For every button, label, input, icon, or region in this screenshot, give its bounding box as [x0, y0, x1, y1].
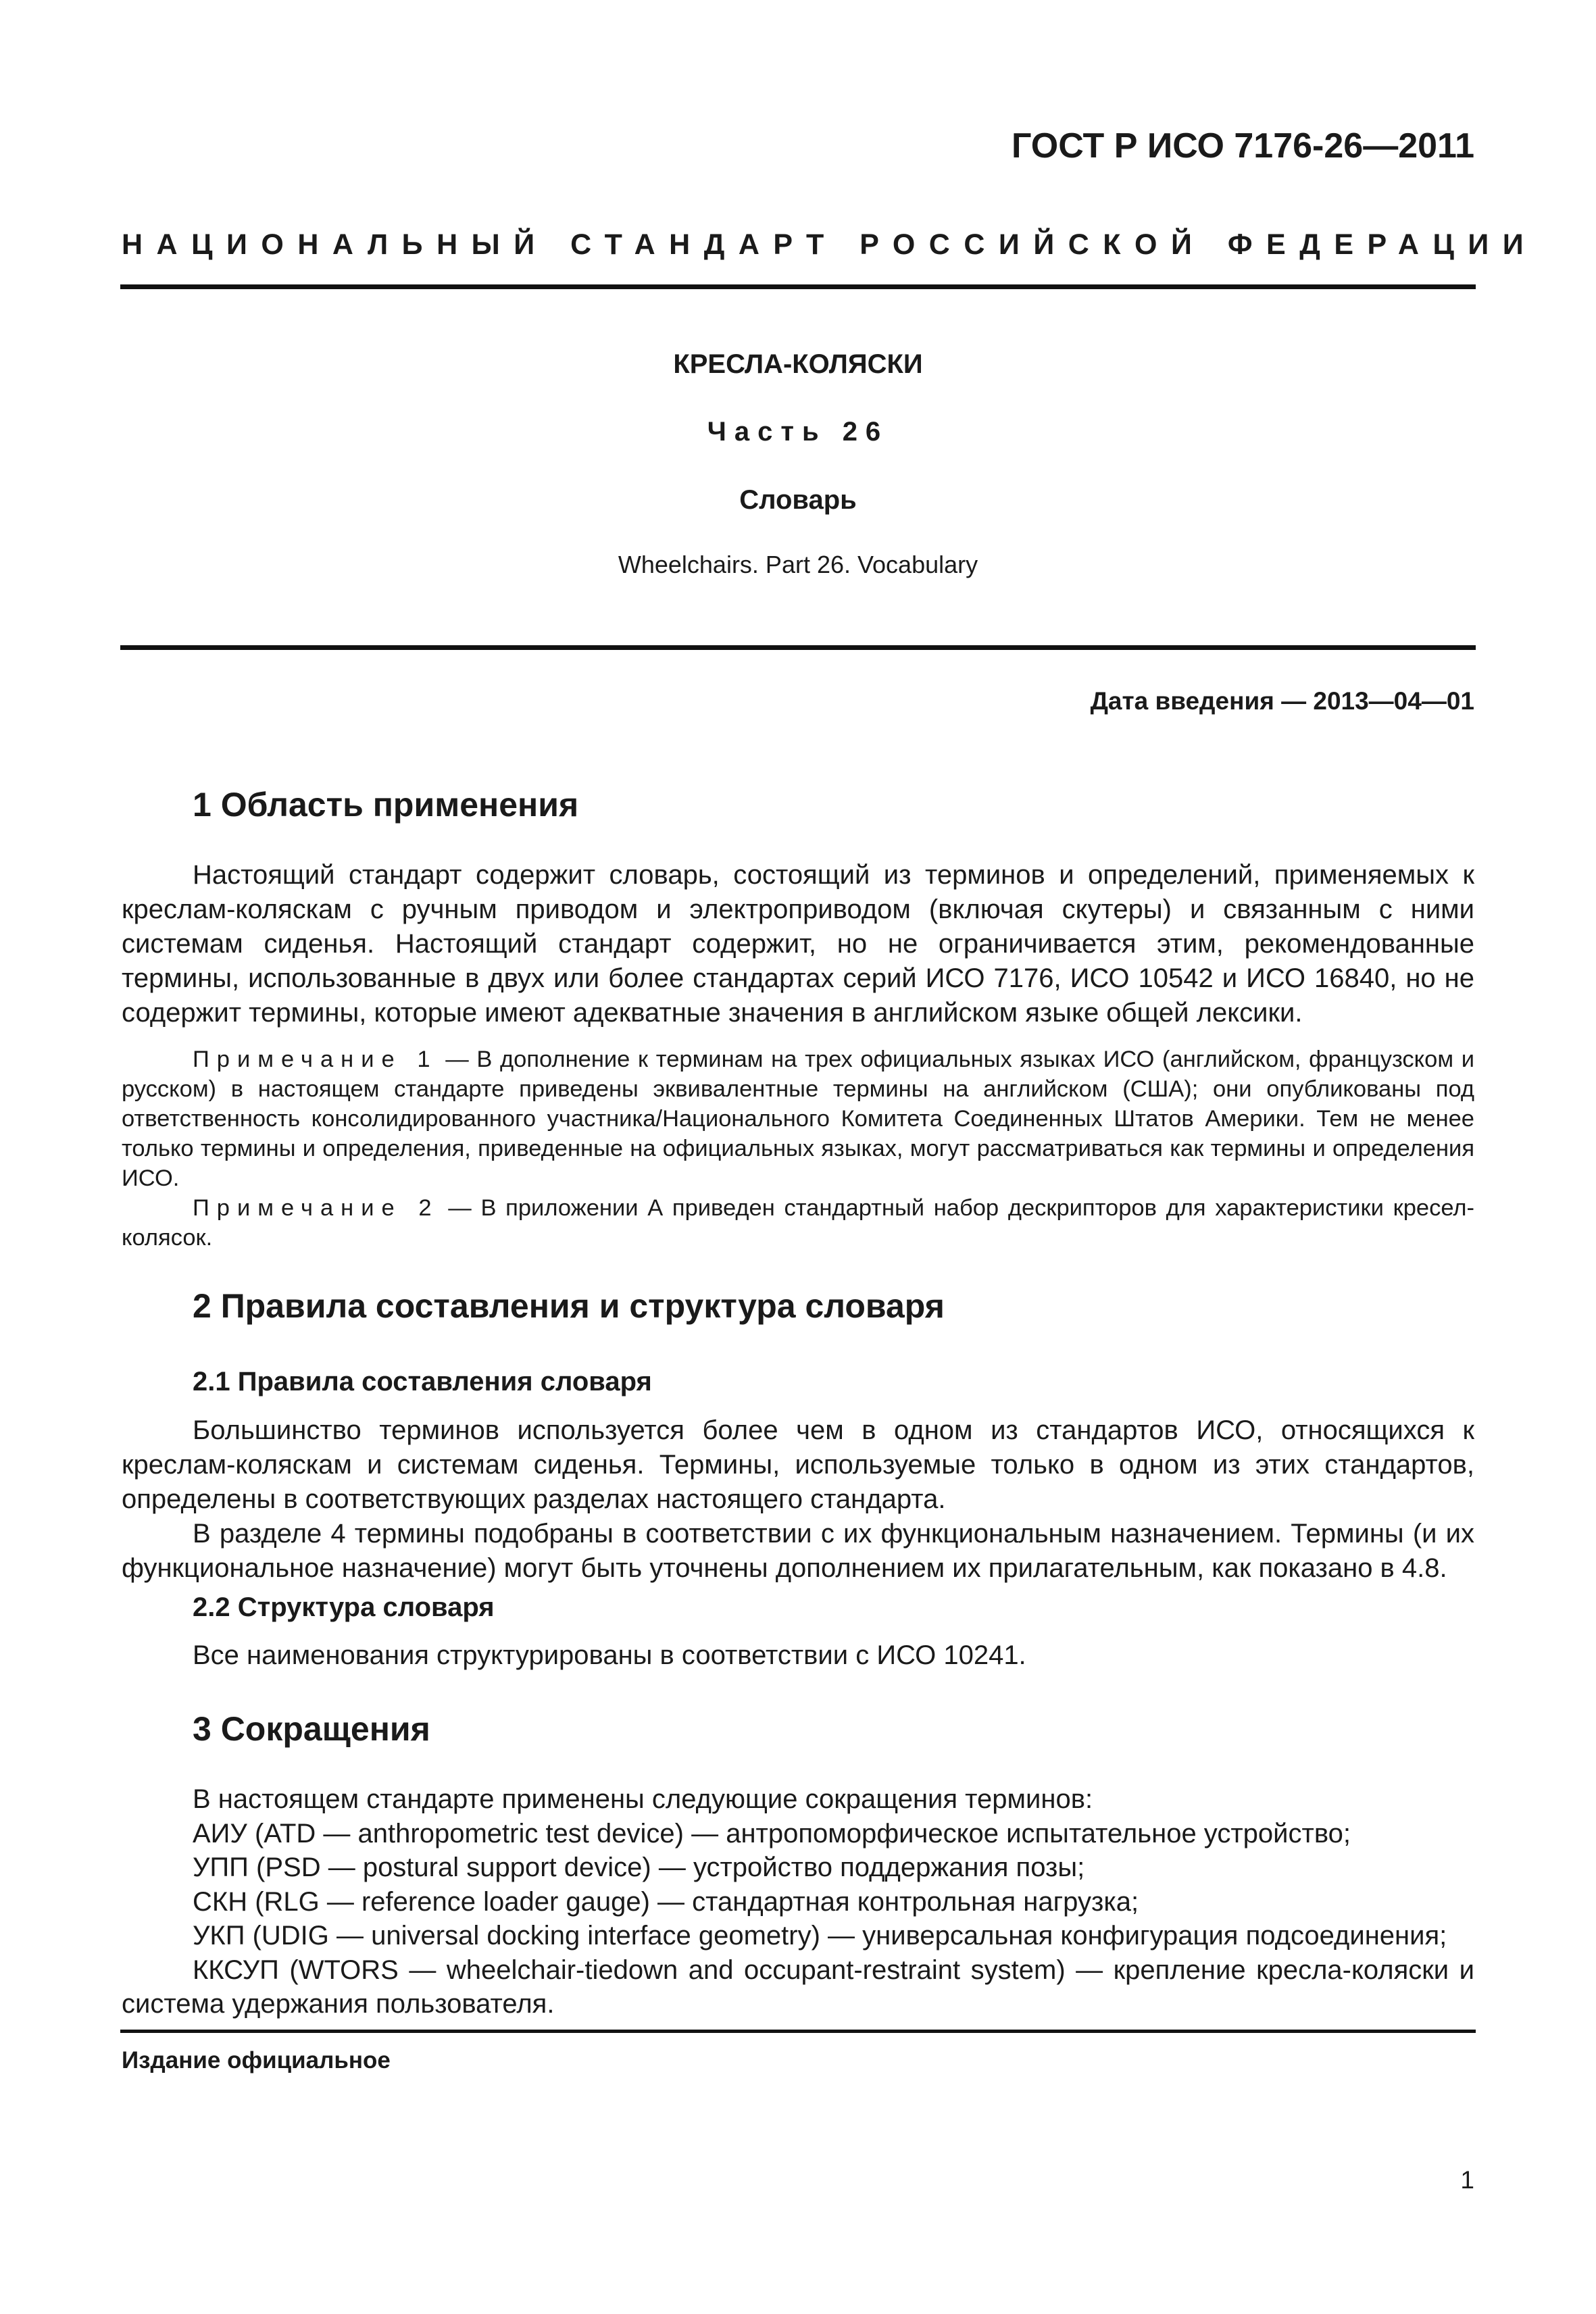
section-2-2-heading: 2.2 Структура словаря	[193, 1592, 495, 1622]
section-2-1-paragraph-2: В разделе 4 термины подобраны в соответствии с их функциональным назначением. Термины (и их функциональное назначение) могут быть уточнены дополнением их прилагательным, как показано в 4.8.	[122, 1519, 1474, 1583]
document-subtitle: Словарь	[739, 485, 857, 515]
abbreviations-list	[122, 1782, 1474, 2021]
title-rule	[120, 645, 1476, 650]
section-2-heading: 2 Правила составления и структура словаря	[193, 1287, 945, 1325]
official-edition-label: Издание официальное	[122, 2047, 391, 2073]
document-part: Часть 26	[707, 417, 889, 447]
section-1-body	[122, 858, 1474, 1030]
section-2-2-paragraph: Все наименования структурированы в соответствии с ИСО 10241.	[193, 1640, 1026, 1670]
note-1-text: — В дополнение к терминам на трех официальных языках ИСО (английском, французском и русском) в настоящем стандарте приведены эквивалентные термины на английском (США); они опубликованы под ответственность консолидированного участника/Национального Комитета Соединенных Штатов Америки. Тем не менее только термины и определения, приведенные на официальных языках, могут рассматриваться как термины и определения ИСО.	[122, 1047, 1474, 1191]
abbreviation-item: АИУ (ATD — anthropometric test device) — антропоморфическое испытательное устройство;	[193, 1818, 1351, 1848]
section-1-paragraph: Настоящий стандарт содержит словарь, состоящий из терминов и определений, применяемых к креслам-коляскам с ручным приводом и электроприводом (включая скутеры) и связанным с ними системам сиденья. Настоящий стандарт содержит, но не ограничивается этим, рекомендованные термины, использованные в двух или более стандартах серий ИСО 7176, ИСО 10542 и ИСО 16840, но не содержит термины, которые имеют адекватные значения в английском языке общей лексики.	[122, 860, 1474, 1028]
note-2	[122, 1193, 1474, 1253]
abbreviation-item: УПП (PSD — postural support device) — устройство поддержания позы;	[193, 1853, 1085, 1882]
section-2-1-paragraph-1: Большинство терминов используется более чем в одном из стандартов ИСО, относящихся к креслам-коляскам и системам сиденья. Термины, используемые только в одном из этих стандартов, определены в соответствующих разделах настоящего стандарта.	[122, 1415, 1474, 1514]
note-1-label: Примечание 1	[193, 1047, 438, 1072]
abbreviation-item: УКП (UDIG — universal docking interface geometry) — универсальная конфигурация подсоединения;	[193, 1921, 1447, 1951]
section-1-notes	[122, 1045, 1474, 1253]
section-1-heading: 1 Область применения	[193, 786, 579, 824]
page-number: 1	[1460, 2166, 1474, 2194]
header-rule	[120, 284, 1476, 289]
section-3-heading: 3 Сокращения	[193, 1710, 430, 1748]
section-2-2-body	[122, 1638, 1474, 1673]
note-1	[122, 1045, 1474, 1193]
abbreviations-intro: В настоящем стандарте применены следующие сокращения терминов:	[193, 1784, 1093, 1814]
abbreviation-item: ККСУП (WTORS — wheelchair-tiedown and occupant-restraint system) — крепление кресла-коляски и система удержания пользователя.	[122, 1955, 1474, 2019]
document-code: ГОСТ Р ИСО 7176-26—2011	[1011, 126, 1474, 166]
standard-banner: НАЦИОНАЛЬНЫЙ СТАНДАРТ РОССИЙСКОЙ ФЕДЕРАЦИИ	[122, 228, 1538, 261]
abbreviation-item: СКН (RLG — reference loader gauge) — стандартная контрольная нагрузка;	[193, 1886, 1139, 1917]
section-2-1-body	[122, 1413, 1474, 1586]
section-2-1-heading: 2.1 Правила составления словаря	[193, 1367, 652, 1397]
note-2-label: Примечание 2	[193, 1195, 439, 1221]
document-title: КРЕСЛА-КОЛЯСКИ	[673, 349, 923, 379]
document-english-title: Wheelchairs. Part 26. Vocabulary	[618, 551, 978, 578]
note-2-text: — В приложении А приведен стандартный набор дескрипторов для характеристики кресел-колясок.	[122, 1195, 1474, 1251]
introduction-date: Дата введения — 2013—04—01	[1090, 687, 1474, 715]
footer-rule	[120, 2030, 1476, 2033]
